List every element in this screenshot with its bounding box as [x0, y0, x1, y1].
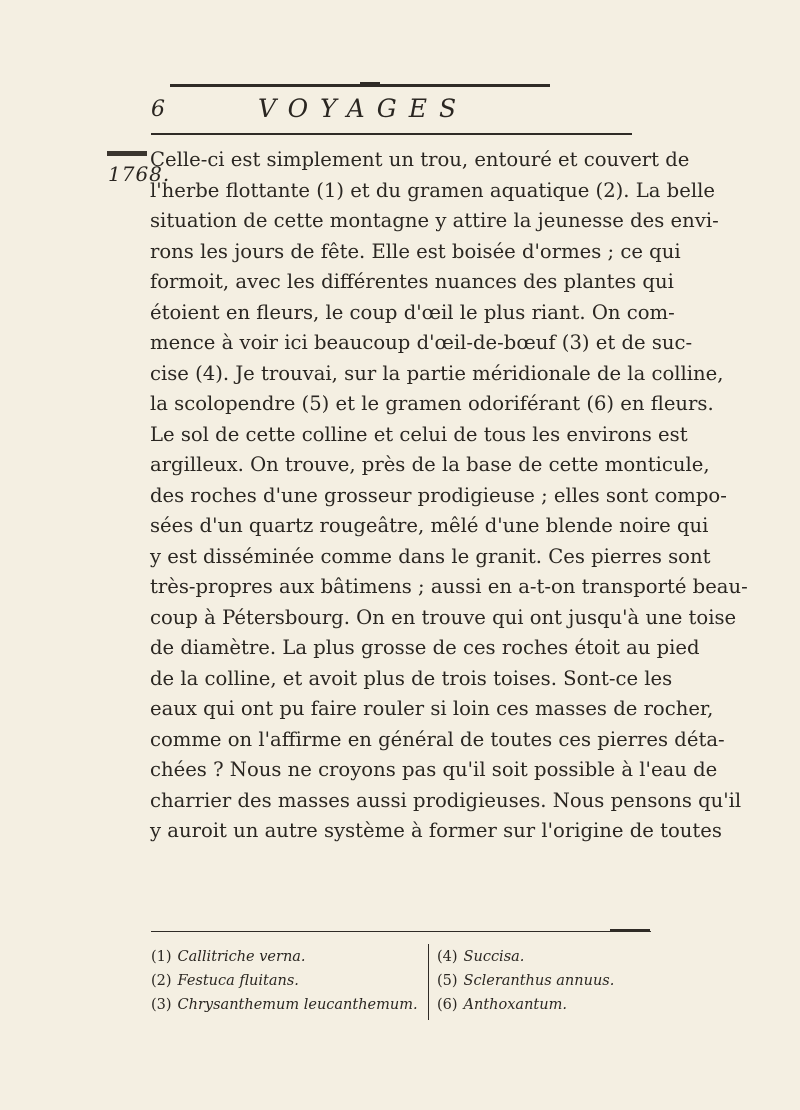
footnote-rule: [151, 931, 651, 932]
body-line: l'herbe flottante (1) et du gramen aquatique (2). La belle: [150, 178, 715, 202]
body-line: très-propres aux bâtimens ; aussi en a-t-on transporté beau-: [150, 575, 748, 598]
body-line: charrier des masses aussi prodigieuses. Nous pensons qu'il: [150, 788, 742, 812]
body-line: y auroit un autre système à former sur l'origine de toutes: [150, 819, 722, 842]
body-line: rons les jours de fête. Elle est boisée d'ormes ; ce qui: [150, 239, 681, 263]
body-line: y est disséminée comme dans le granit. Ces pierres sont: [150, 544, 711, 568]
footnote-number: (1): [151, 949, 172, 965]
body-line: cise (4). Je trouvai, sur la partie méridionale de la colline,: [150, 361, 724, 385]
footnote-text: Callitriche verna.: [177, 949, 306, 965]
footnote-text: Anthoxantum.: [463, 997, 567, 1013]
body-line: coup à Pétersbourg. On en trouve qui ont jusqu'à une toise: [150, 605, 737, 629]
margin-year: 1768.: [108, 162, 171, 186]
body-line: situation de cette montagne y attire la jeunesse des envi-: [150, 209, 719, 232]
body-line: Le sol de cette colline et celui de tous les environs est: [150, 422, 688, 446]
body-line: mence à voir ici beaucoup d'œil-de-bœuf (3) et de suc-: [150, 331, 693, 354]
footnotes-right: [437, 945, 657, 1017]
header-rule: [151, 133, 632, 135]
footnote-number: (5): [437, 973, 458, 989]
body-line: formoit, avec les différentes nuances des plantes qui: [150, 270, 674, 293]
margin-rule: [107, 151, 147, 156]
body-line: argilleux. On trouve, près de la base de cette monticule,: [150, 453, 710, 476]
footnote-number: (4): [437, 949, 458, 965]
body-line: des roches d'une grosseur prodigieuse ; elles sont compo-: [150, 483, 727, 507]
body-line: comme on l'affirme en général de toutes ces pierres déta-: [150, 727, 725, 751]
footnote-column-separator: [428, 944, 429, 1020]
running-title: VOYAGES: [258, 94, 469, 123]
footnote-text: Scleranthus annuus.: [463, 973, 615, 989]
body-line: de la colline, et avoit plus de trois toises. Sont-ce les: [150, 666, 673, 690]
footnote-6: [437, 993, 657, 1017]
footnote-number: (3): [151, 997, 172, 1013]
footnote-text: Succisa.: [463, 949, 525, 965]
body-text: [150, 145, 748, 847]
body-line: eaux qui ont pu faire rouler si loin ces masses de rocher,: [150, 697, 714, 720]
footnotes-left: [151, 945, 426, 1017]
body-line: chées ? Nous ne croyons pas qu'il soit possible à l'eau de: [150, 758, 718, 781]
footnote-rule-mark: [610, 929, 650, 932]
page-number: 6: [151, 97, 165, 122]
body-line: sées d'un quartz rougeâtre, mêlé d'une blende noire qui: [150, 514, 709, 537]
top-ornament-mark: [360, 82, 380, 86]
footnote-text: Chrysanthemum leucanthemum.: [177, 997, 418, 1013]
footnote-3: [151, 993, 426, 1017]
footnote-number: (2): [151, 973, 172, 989]
footnote-2: [151, 969, 426, 993]
body-line: de diamètre. La plus grosse de ces roches étoit au pied: [150, 636, 700, 659]
body-line: étoient en fleurs, le coup d'œil le plus riant. On com-: [150, 300, 675, 324]
footnote-1: [151, 945, 426, 969]
body-line: Celle-ci est simplement un trou, entouré et couvert de: [150, 148, 690, 171]
footnote-4: [437, 945, 657, 969]
body-line: la scolopendre (5) et le gramen odoriférant (6) en fleurs.: [150, 392, 714, 415]
footnote-5: [437, 969, 657, 993]
footnote-number: (6): [437, 997, 458, 1013]
footnote-text: Festuca fluitans.: [177, 973, 299, 989]
